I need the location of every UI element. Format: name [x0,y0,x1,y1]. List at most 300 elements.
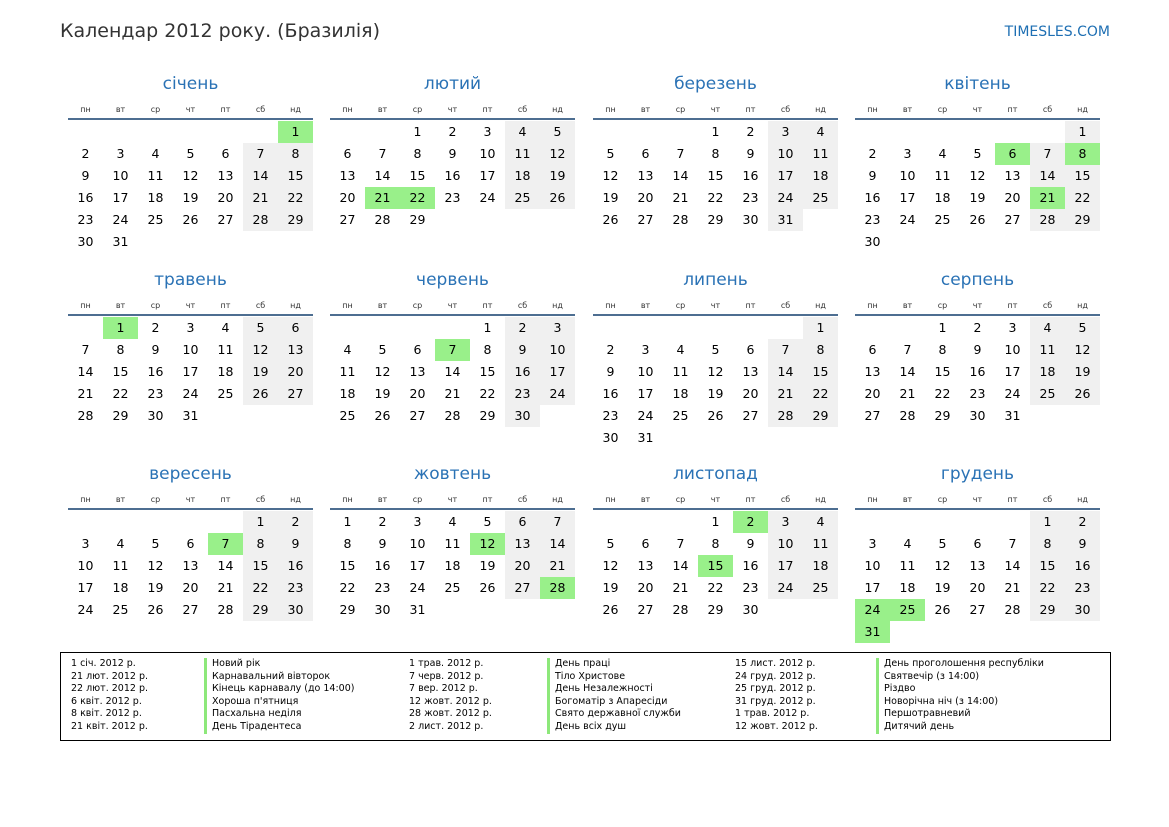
day-cell: 27 [339,212,356,227]
day-cell: 15 [479,364,496,379]
day-cell: 6 [505,511,540,533]
day-cell: 31 [768,209,803,231]
day-cell: 8 [711,146,720,161]
day-cell: 2 [746,124,755,139]
day-cell: 7 [378,146,387,161]
day-cell: 19 [969,190,986,205]
holiday-date: 25 груд. 2012 р. [735,683,816,695]
day-cell: 19 [374,386,391,401]
day-cell: 10 [409,536,426,551]
day-cell: 4 [343,342,352,357]
day-cell: 15 [934,364,951,379]
day-cell: 6 [413,342,422,357]
legend-dates-column [409,658,492,734]
day-cell: 28 [374,212,391,227]
day-cell: 29 [409,212,426,227]
day-cell: 26 [602,602,619,617]
day-cell: 3 [116,146,125,161]
day-cell: 4 [803,121,838,143]
holiday-name: Свято державної служби [547,708,681,721]
day-cell: 24 [112,212,129,227]
legend-dates-column [71,658,148,734]
day-cell: 26 [969,212,986,227]
weekday-label: ср [150,495,161,504]
day-cell: 1 [938,320,947,335]
day-cell: 5 [540,121,575,143]
day-cell: 8 [243,533,278,555]
day-cell: 10 [77,558,94,573]
day-cell: 15 [278,165,313,187]
header-rule [855,508,1100,510]
day-cell: 29 [278,209,313,231]
day-cell: 28 [672,212,689,227]
day-cell: 8 [1030,533,1065,555]
day-cell: 30 [505,405,540,427]
holiday-date: 24 груд. 2012 р. [735,670,816,682]
day-cell: 26 [602,212,619,227]
day-cell: 27 [217,212,234,227]
holiday-name: Різдво [876,683,1044,696]
month-title: листопад [673,464,758,484]
weekday-label: ср [675,301,686,310]
day-cell: 26 [1065,383,1100,405]
day-cell: 8 [413,146,422,161]
weekday-label: пн [80,495,91,504]
day-cell: 2 [1065,511,1100,533]
legend-names-column [547,658,681,734]
header-rule [330,314,575,316]
month-title: червень [416,270,489,290]
day-cell: 19 [479,558,496,573]
day-cell: 12 [602,168,619,183]
weekday-label: чт [972,301,983,310]
day-cell: 6 [973,536,982,551]
day-cell: 13 [505,533,540,555]
day-cell: 18 [1030,361,1065,383]
weekday-header [855,495,1100,505]
holiday-date: 1 трав. 2012 р. [409,658,484,669]
weekday-header [68,301,313,311]
holiday-name: Першотравневий [876,708,1044,721]
day-cell: 30 [602,430,619,445]
weekday-label: вт [902,495,913,504]
day-cell: 26 [934,602,951,617]
weekday-label: ср [150,301,161,310]
weekday-label: ср [412,105,423,114]
holiday-day-cell: 1 [278,121,313,143]
day-cell: 10 [864,558,881,573]
header-rule [68,508,313,510]
day-cell: 17 [1004,364,1021,379]
day-cell: 6 [641,536,650,551]
day-cell: 23 [147,386,164,401]
day-cell: 19 [540,165,575,187]
day-cell: 10 [768,533,803,555]
day-cell: 29 [339,602,356,617]
day-cell: 15 [243,555,278,577]
day-cell: 14 [540,533,575,555]
day-cell: 28 [1030,209,1065,231]
day-cell: 18 [672,386,689,401]
day-cell: 2 [973,320,982,335]
day-cell: 18 [147,190,164,205]
weekday-label: нд [290,301,301,310]
day-cell: 28 [768,405,803,427]
holiday-name: Кінець карнавалу (до 14:00) [204,683,354,696]
day-cell: 21 [444,386,461,401]
day-cell: 18 [803,555,838,577]
weekday-label: ср [412,301,423,310]
day-cell: 3 [903,146,912,161]
day-cell: 12 [969,168,986,183]
weekday-label: нд [552,495,563,504]
day-cell: 17 [768,555,803,577]
day-cell: 30 [864,234,881,249]
day-cell: 6 [278,317,313,339]
day-cell: 4 [116,536,125,551]
weekday-label: пн [867,105,878,114]
day-cell: 3 [81,536,90,551]
day-cell: 20 [637,580,654,595]
day-cell: 16 [742,168,759,183]
day-cell: 27 [278,383,313,405]
holiday-date: 8 квіт. 2012 р. [71,708,142,720]
day-cell: 28 [77,408,94,423]
day-cell: 26 [479,580,496,595]
weekday-label: чт [447,495,458,504]
weekday-label: сб [517,495,528,504]
day-cell: 10 [768,143,803,165]
day-cell: 21 [1004,580,1021,595]
day-cell: 1 [413,124,422,139]
day-cell: 13 [339,168,356,183]
weekday-label: вт [902,105,913,114]
month-title: лютий [423,74,482,94]
weekday-label: ср [675,105,686,114]
day-cell: 25 [505,187,540,209]
day-cell: 4 [505,121,540,143]
weekday-label: нд [290,105,301,114]
day-cell: 14 [1030,165,1065,187]
legend-dates-column [735,658,818,734]
weekday-label: пт [482,105,493,114]
legend-names-column [876,658,1044,734]
day-cell: 9 [868,168,877,183]
weekday-label: пт [745,301,756,310]
day-cell: 29 [707,602,724,617]
holiday-date: 6 квіт. 2012 р. [71,695,142,707]
day-cell: 9 [278,533,313,555]
day-cell: 20 [409,386,426,401]
holiday-day-cell: 24 [855,599,890,621]
weekday-label: сб [255,105,266,114]
day-cell: 23 [742,580,759,595]
weekday-label: вт [640,105,651,114]
weekday-label: нд [1077,495,1088,504]
day-cell: 4 [151,146,160,161]
weekday-label: сб [255,495,266,504]
day-cell: 13 [637,168,654,183]
day-cell: 31 [637,430,654,445]
day-cell: 7 [676,536,685,551]
header-rule [593,508,838,510]
day-cell: 25 [217,386,234,401]
day-cell: 27 [864,408,881,423]
holiday-name: День Тірадентеса [204,721,354,734]
day-cell: 8 [938,342,947,357]
day-cell: 18 [505,165,540,187]
month-title: жовтень [413,464,492,484]
weekday-label: вт [902,301,913,310]
header-rule [855,118,1100,120]
day-cell: 5 [1065,317,1100,339]
day-cell: 18 [339,386,356,401]
weekday-label: пн [80,301,91,310]
day-cell: 15 [339,558,356,573]
day-cell: 3 [768,121,803,143]
day-cell: 19 [602,580,619,595]
weekday-label: чт [710,105,721,114]
day-cell: 30 [969,408,986,423]
day-cell: 10 [540,339,575,361]
day-cell: 5 [378,342,387,357]
day-cell: 8 [711,536,720,551]
day-cell: 29 [934,408,951,423]
day-cell: 19 [147,580,164,595]
day-cell: 29 [1065,209,1100,231]
day-cell: 1 [711,124,720,139]
holiday-day-cell: 21 [1030,187,1065,209]
day-cell: 12 [602,558,619,573]
day-cell: 12 [147,558,164,573]
day-cell: 3 [540,317,575,339]
day-cell: 24 [899,212,916,227]
page-title: Календар 2012 року. (Бразилія) [60,20,381,42]
day-cell: 11 [672,364,689,379]
day-cell: 16 [147,364,164,379]
holiday-name: День всіх душ [547,721,681,734]
day-cell: 4 [676,342,685,357]
day-cell: 6 [186,536,195,551]
day-cell: 14 [77,364,94,379]
day-cell: 18 [112,580,129,595]
day-cell: 20 [969,580,986,595]
day-cell: 17 [479,168,496,183]
weekday-label: чт [972,495,983,504]
weekday-label: чт [185,301,196,310]
day-cell: 10 [112,168,129,183]
day-cell: 2 [606,342,615,357]
weekday-label: вт [377,301,388,310]
weekday-label: пн [342,495,353,504]
day-cell: 16 [969,364,986,379]
weekday-label: пт [1007,301,1018,310]
day-cell: 16 [864,190,881,205]
day-cell: 22 [243,577,278,599]
weekday-label: ср [937,301,948,310]
weekday-header [330,495,575,505]
day-cell: 25 [444,580,461,595]
day-cell: 12 [374,364,391,379]
header-rule [330,118,575,120]
day-cell: 12 [934,558,951,573]
day-cell: 7 [243,143,278,165]
weekday-label: пн [80,105,91,114]
day-cell: 18 [444,558,461,573]
day-cell: 12 [540,143,575,165]
holiday-day-cell: 21 [365,187,400,209]
holiday-day-cell: 12 [470,533,505,555]
day-cell: 15 [112,364,129,379]
day-cell: 13 [969,558,986,573]
month-title: січень [162,74,219,94]
day-cell: 11 [803,143,838,165]
holiday-date: 12 жовт. 2012 р. [735,720,818,732]
holiday-date: 1 трав. 2012 р. [735,708,810,720]
day-cell: 23 [1065,577,1100,599]
day-cell: 9 [973,342,982,357]
day-cell: 21 [540,555,575,577]
day-cell: 27 [409,408,426,423]
day-cell: 16 [1065,555,1100,577]
day-cell: 16 [505,361,540,383]
holiday-name: Карнавальний вівторок [204,671,354,684]
month-title: квітень [944,74,1011,94]
day-cell: 5 [606,536,615,551]
day-cell: 11 [444,536,461,551]
day-cell: 22 [707,580,724,595]
weekday-label: нд [815,495,826,504]
day-cell: 20 [864,386,881,401]
header-rule [593,314,838,316]
weekday-label: пт [1007,495,1018,504]
day-cell: 31 [182,408,199,423]
day-cell: 7 [903,342,912,357]
holiday-legend [60,652,1111,741]
weekday-label: чт [185,105,196,114]
day-cell: 17 [899,190,916,205]
day-cell: 10 [182,342,199,357]
day-cell: 13 [742,364,759,379]
weekday-header [593,301,838,311]
day-cell: 1 [711,514,720,529]
day-cell: 7 [1008,536,1017,551]
day-cell: 16 [742,558,759,573]
day-cell: 16 [77,190,94,205]
day-cell: 31 [409,602,426,617]
day-cell: 5 [711,342,720,357]
day-cell: 2 [378,514,387,529]
day-cell: 17 [637,386,654,401]
weekday-label: пн [342,301,353,310]
holiday-day-cell: 1 [103,317,138,339]
day-cell: 1 [1030,511,1065,533]
day-cell: 17 [409,558,426,573]
day-cell: 7 [768,339,803,361]
day-cell: 11 [1030,339,1065,361]
weekday-label: сб [1042,495,1053,504]
day-cell: 27 [637,212,654,227]
day-cell: 5 [606,146,615,161]
weekday-label: чт [185,495,196,504]
day-cell: 29 [479,408,496,423]
weekday-label: нд [1077,105,1088,114]
day-cell: 24 [768,577,803,599]
day-cell: 16 [444,168,461,183]
day-cell: 24 [182,386,199,401]
day-cell: 21 [217,580,234,595]
day-cell: 16 [374,558,391,573]
weekday-label: ср [150,105,161,114]
day-cell: 13 [182,558,199,573]
day-cell: 28 [217,602,234,617]
month-title: грудень [940,464,1015,484]
day-cell: 4 [448,514,457,529]
day-cell: 29 [707,212,724,227]
holiday-name: День праці [547,658,681,671]
day-cell: 3 [483,124,492,139]
day-cell: 21 [672,190,689,205]
day-cell: 29 [1030,599,1065,621]
day-cell: 11 [339,364,356,379]
day-cell: 24 [479,190,496,205]
day-cell: 20 [742,386,759,401]
day-cell: 13 [864,364,881,379]
day-cell: 30 [374,602,391,617]
day-cell: 20 [278,361,313,383]
day-cell: 29 [243,599,278,621]
day-cell: 23 [742,190,759,205]
day-cell: 4 [903,536,912,551]
day-cell: 15 [1030,555,1065,577]
day-cell: 2 [278,511,313,533]
day-cell: 7 [81,342,90,357]
weekday-label: нд [552,105,563,114]
day-cell: 11 [934,168,951,183]
month-title: липень [683,270,748,290]
day-cell: 25 [672,408,689,423]
day-cell: 30 [278,599,313,621]
weekday-label: пн [342,105,353,114]
brand-link[interactable]: TIMESLES.COM [1004,24,1110,40]
day-cell: 3 [868,536,877,551]
day-cell: 14 [217,558,234,573]
day-cell: 17 [768,165,803,187]
day-cell: 19 [934,580,951,595]
day-cell: 30 [77,234,94,249]
weekday-label: чт [447,105,458,114]
day-cell: 8 [803,339,838,361]
day-cell: 5 [151,536,160,551]
day-cell: 5 [243,317,278,339]
weekday-label: нд [815,301,826,310]
weekday-label: пт [1007,105,1018,114]
day-cell: 11 [899,558,916,573]
day-cell: 19 [707,386,724,401]
header-rule [330,508,575,510]
day-cell: 8 [343,536,352,551]
day-cell: 3 [186,320,195,335]
day-cell: 19 [182,190,199,205]
weekday-label: вт [377,105,388,114]
weekday-label: пт [745,495,756,504]
day-cell: 20 [637,190,654,205]
day-cell: 13 [278,339,313,361]
day-cell: 29 [112,408,129,423]
day-cell: 22 [1030,577,1065,599]
day-cell: 14 [444,364,461,379]
day-cell: 13 [1004,168,1021,183]
